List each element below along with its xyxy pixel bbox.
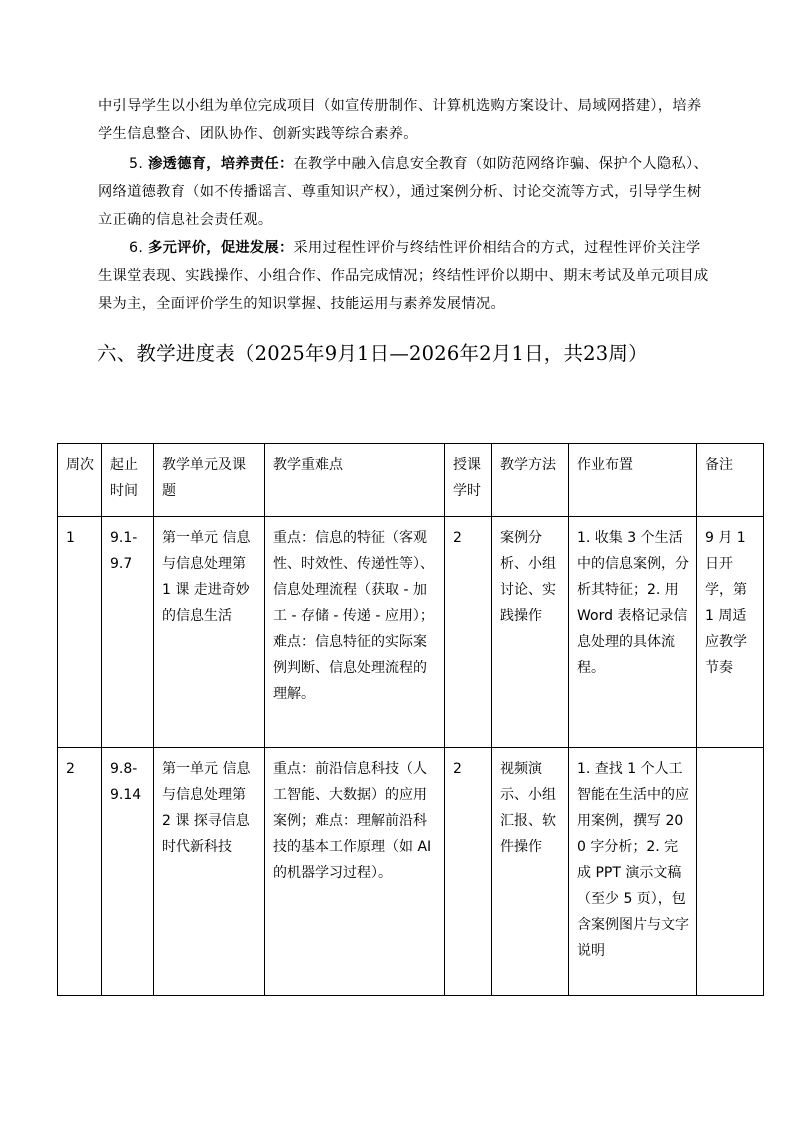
cell-homework: 1. 收集 3 个生活中的信息案例，分析其特征；2. 用 Word 表格记录信息处理的具体流程。: [569, 517, 697, 748]
cell-unit: 第一单元 信息与信息处理第 1 课 走进奇妙的信息生活: [154, 517, 265, 748]
cell-homework: 1. 查找 1 个人工智能在生活中的应用案例，撰写 200 字分析；2. 完成 PPT 演示文稿（至少 5 页），包含案例图片与文字说明: [569, 748, 697, 996]
header-cell-methods: 教学方法: [492, 444, 569, 517]
cell-week: 1: [58, 517, 102, 748]
item-5-title: 渗透德育，培养责任：: [148, 156, 294, 172]
cell-notes: 9 月 1 日开学，第 1 周适应教学节奏: [697, 517, 764, 748]
table-row: [58, 517, 764, 748]
cell-dates: 9.8-9.14: [102, 748, 154, 996]
header-cell-unit: 教学单元及课题: [154, 444, 265, 517]
item-5-number: 5.: [129, 156, 144, 172]
cell-notes: [697, 748, 764, 996]
item-6-paragraph: [98, 234, 710, 318]
intro-text: 中引导学生以小组为单位完成项目（如宣传册制作、计算机选购方案设计、局域网搭建），培养学生信息整合、团队协作、创新实践等综合素养。: [98, 98, 702, 142]
section-heading: 六、教学进度表（2025年9月1日—2026年2月1日，共23周）: [97, 342, 648, 365]
cell-unit: 第一单元 信息与信息处理第 2 课 探寻信息时代新科技: [154, 748, 265, 996]
item-6-number: 6.: [129, 240, 144, 256]
cell-methods: 视频演示、小组汇报、软件操作: [492, 748, 569, 996]
header-cell-hours: 授课学时: [445, 444, 492, 517]
item-6-title: 多元评价，促进发展：: [148, 240, 294, 256]
item-5-text: 在教学中融入信息安全教育（如防范网络诈骗、保护个人隐私）、网络道德教育（如不传播谣言、尊重知识产权），通过案例分析、讨论交流等方式，引导学生树立正确的信息社会责任观。: [98, 156, 709, 228]
schedule-table: [57, 443, 764, 996]
cell-dates: 9.1-9.7: [102, 517, 154, 748]
cell-hours: 2: [445, 748, 492, 996]
table-row: [58, 748, 764, 996]
header-cell-dates: 起止时间: [102, 444, 154, 517]
cell-key-points: 重点：信息的特征（客观性、时效性、传递性等）、信息处理流程（获取 - 加工 - 存储 - 传递 - 应用）；难点：信息特征的实际案例判断、信息处理流程的理解。: [265, 517, 445, 748]
cell-key-points: 重点：前沿信息科技（人工智能、大数据）的应用案例；难点：理解前沿科技的基本工作原理（如 AI 的机器学习过程）。: [265, 748, 445, 996]
cell-week: 2: [58, 748, 102, 996]
header-cell-week: 周次: [58, 444, 102, 517]
item-5-paragraph: [98, 150, 710, 234]
cell-methods: 案例分析、小组讨论、实践操作: [492, 517, 569, 748]
header-cell-homework: 作业布置: [569, 444, 697, 517]
header-cell-notes: 备注: [697, 444, 764, 517]
cell-hours: 2: [445, 517, 492, 748]
item-6-text: 采用过程性评价与终结性评价相结合的方式，过程性评价关注学生课堂表现、实践操作、小组合作、作品完成情况；终结性评价以期中、期末考试及单元项目成果为主，全面评价学生的知识掌握、技能运用与素养发展情况。: [98, 240, 709, 312]
table-header-row: [58, 444, 764, 517]
intro-paragraph: [98, 92, 710, 148]
header-cell-key-points: 教学重难点: [265, 444, 445, 517]
